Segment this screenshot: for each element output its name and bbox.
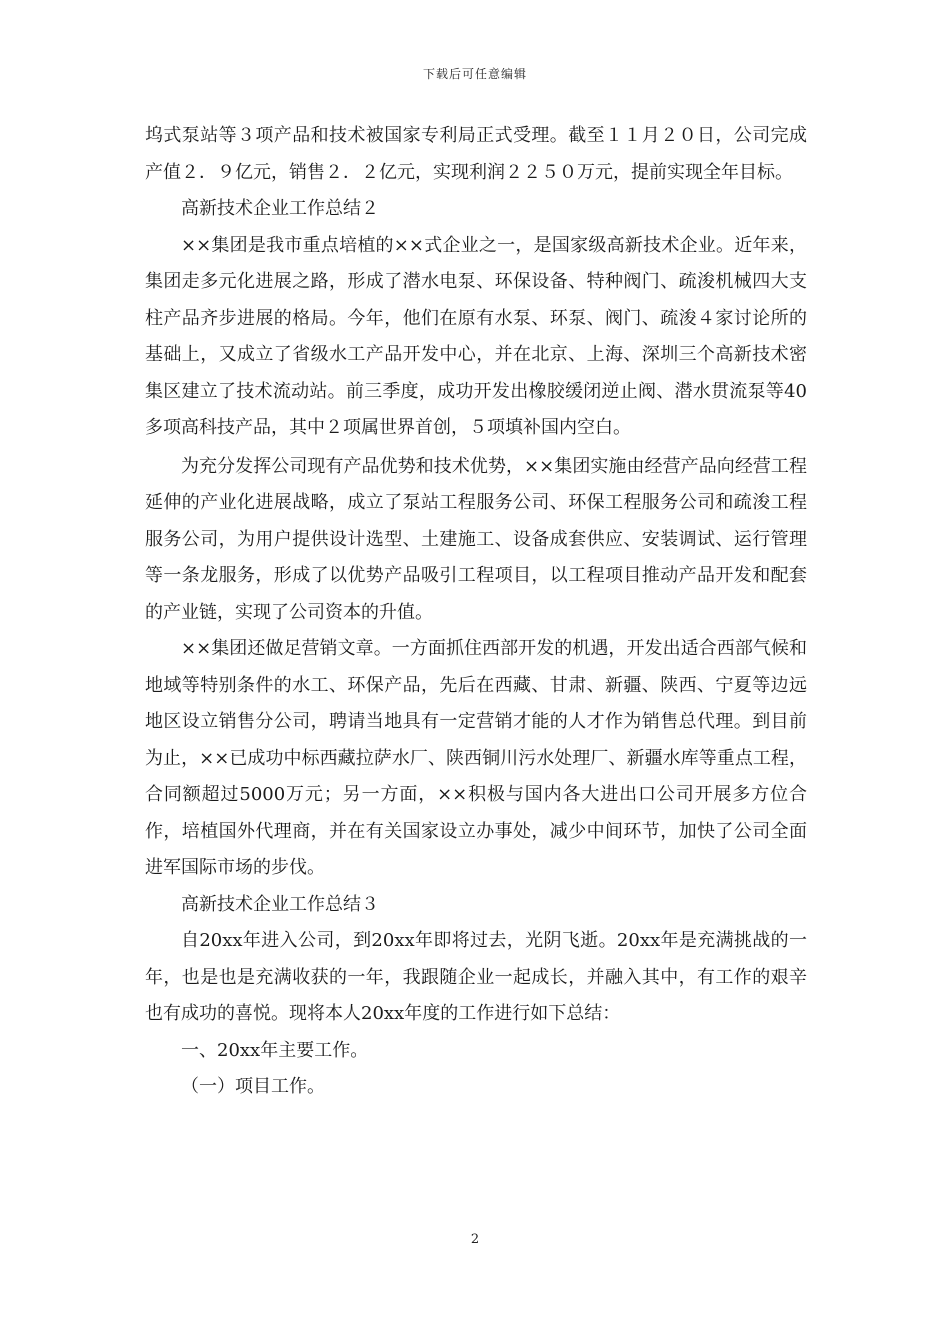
subheading-main-work: 一、20xx年主要工作。 — [181, 1039, 369, 1061]
paragraph-group-intro: ××集团是我市重点培植的××式企业之一，是国家级高新技术企业。近年来，集团走多元化进展之路，形成了潜水电泵、环保设备、特种阀门、疏浚机械四大支柱产品齐步进展的格局。今年，他们在原有水泵、环泵、阀门、疏浚４家讨论所的基础上，又成立了省级水工产品开发中心，并在北京、上海、深圳三个高新技术密集区建立了技术流动站。前三季度，成功开发出橡胶缓闭逆止阀、潜水贯流泵等40多项高科技产品，其中２项属世界首创，５项填补国内空白。 — [145, 234, 807, 438]
paragraph-marketing: ××集团还做足营销文章。一方面抓住西部开发的机遇，开发出适合西部气候和地域等特别条件的水工、环保产品，先后在西藏、甘肃、新疆、陕西、宁夏等边远地区设立销售分公司，聘请当地具有一定营销才能的人才作为销售总代理。到目前为止，××已成功中标西藏拉萨水厂、陕西铜川污水处理厂、新疆水库等重点工程，合同额超过5000万元；另一方面，××积极与国内各大进出口公司开展多方位合作，培植国外代理商，并在有关国家设立办事处，减少中间环节，加快了公司全面进军国际市场的步伐。 — [145, 638, 807, 878]
page-number: 2 — [470, 1232, 480, 1247]
paragraph-personal-summary: 自20xx年进入公司，到20xx年即将过去，光阴飞逝。20xx年是充满挑战的一年，也是也是充满收获的一年，我跟随企业一起成长，并融入其中，有工作的艰辛也有成功的喜悦。现将本人20xx年度的工作进行如下总结： — [145, 930, 807, 1024]
section-heading-summary-3: 高新技术企业工作总结３ — [181, 893, 379, 915]
paragraph-continuation: 坞式泵站等３项产品和技术被国家专利局正式受理。截至１１月２０日，公司完成产值２．９亿元，销售２．２亿元，实现利润２２５０万元，提前实现全年目标。 — [145, 125, 807, 183]
section-heading-summary-2: 高新技术企业工作总结２ — [181, 198, 379, 219]
document-body — [145, 118, 807, 1106]
paragraph-industrialization: 为充分发挥公司现有产品优势和技术优势，××集团实施由经营产品向经营工程延伸的产业化进展战略，成立了泵站工程服务公司、环保工程服务公司和疏浚工程服务公司，为用户提供设计选型、土建施工、设备成套供应、安装调试、运行管理等一条龙服务，形成了以优势产品吸引工程项目，以工程项目推动产品开发和配套的产业链，实现了公司资本的升值。 — [145, 455, 807, 623]
page-header-note: 下载后可任意编辑 — [422, 67, 527, 81]
subheading-project-work: （一）项目工作。 — [181, 1076, 325, 1097]
